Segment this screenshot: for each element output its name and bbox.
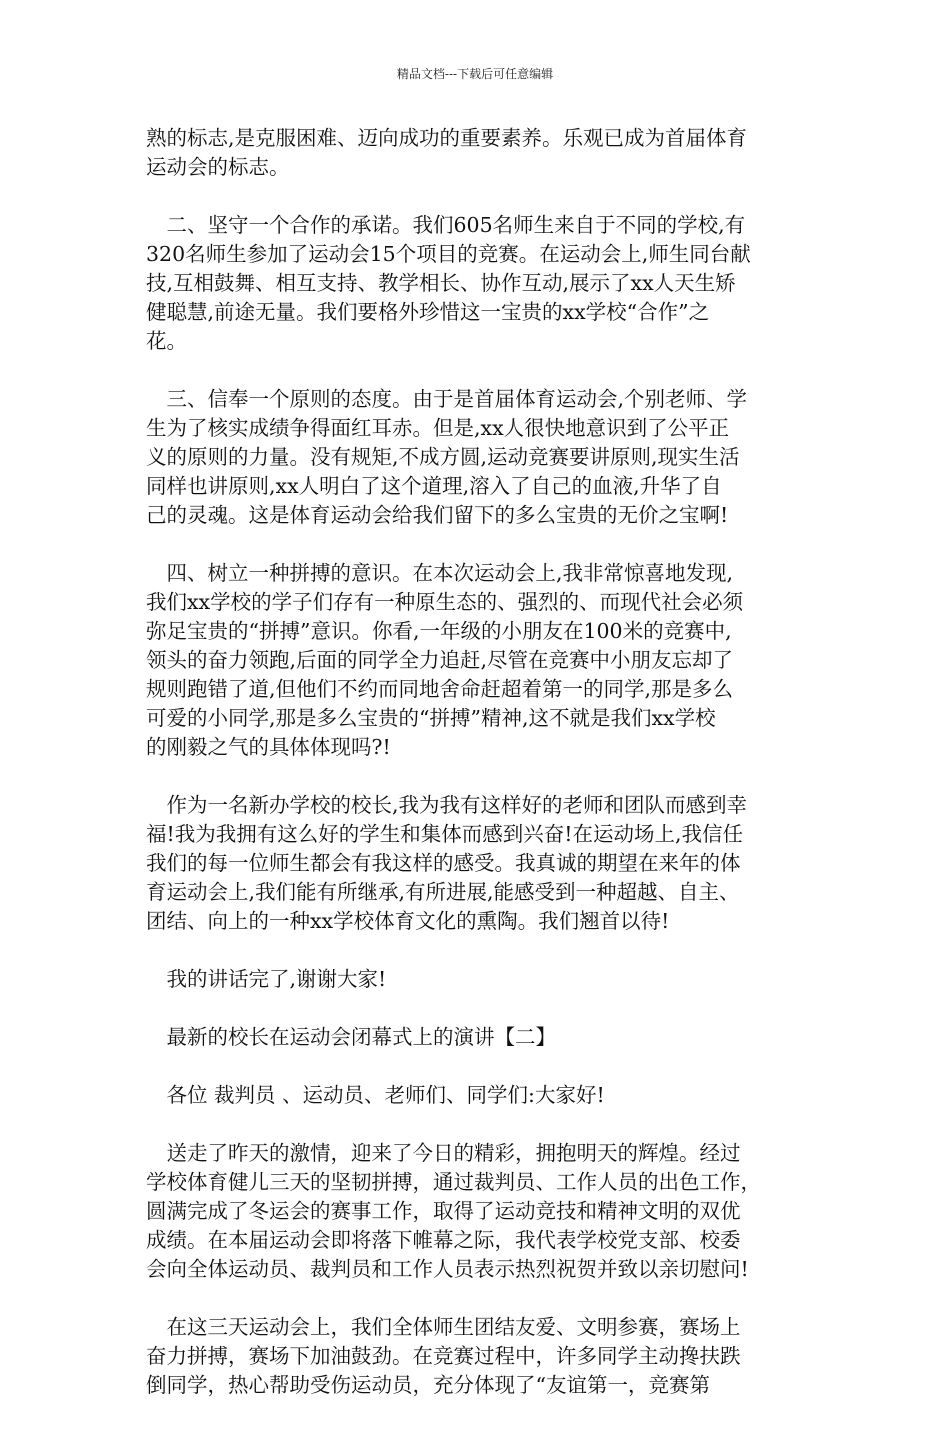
text-line: 领头的奋力领跑,后面的同学全力追赶,尽管在竞赛中小朋友忘却了 (146, 648, 734, 672)
paragraph (146, 385, 816, 530)
text-line: 在这三天运动会上，我们全体师生团结友爱、文明参赛，赛场上 (146, 1315, 741, 1339)
page-header: 精品文档---下载后可任意编辑 (396, 67, 554, 81)
text-line: 规则跑错了道,但他们不约而同地舍命赶超着第一的同学,那是多么 (146, 677, 734, 701)
paragraph (146, 965, 816, 994)
text-line: 健聪慧,前途无量。我们要格外珍惜这一宝贵的xx学校“合作”之 (146, 300, 710, 324)
document-body (146, 124, 816, 1429)
paragraph (146, 1313, 816, 1400)
paragraph (146, 791, 816, 936)
text-line: 生为了核实成绩争得面红耳赤。但是,xx人很快地意识到了公平正 (146, 416, 730, 440)
text-line: 320名师生参加了运动会15个项目的竞赛。在运动会上,师生同台献 (146, 242, 751, 266)
text-line: 最新的校长在运动会闭幕式上的演讲【二】 (146, 1025, 556, 1049)
text-line: 弥足宝贵的“拼搏”意识。你看,一年级的小朋友在100米的竞赛中, (146, 619, 732, 643)
paragraph (146, 1081, 816, 1110)
text-line: 同样也讲原则,xx人明白了这个道理,溶入了自己的血液,升华了自 (146, 474, 722, 498)
paragraph (146, 1023, 816, 1052)
paragraph (146, 124, 816, 182)
text-line: 育运动会上,我们能有所继承,有所进展,能感受到一种超越、自主、 (146, 880, 740, 904)
text-line: 花。 (146, 329, 187, 353)
text-line: 送走了昨天的激情，迎来了今日的精彩，拥抱明天的辉煌。经过 (146, 1141, 741, 1165)
text-line: 成绩。在本届运动会即将落下帷幕之际，我代表学校党支部、校委 (146, 1228, 741, 1252)
text-line: 熟的标志,是克服困难、迈向成功的重要素养。乐观已成为首届体育 (146, 126, 748, 150)
text-line: 的刚毅之气的具体体现吗?! (146, 735, 391, 759)
text-line: 运动会的标志。 (146, 155, 290, 179)
text-line: 作为一名新办学校的校长,我为我有这样好的老师和团队而感到幸 (146, 793, 748, 817)
paragraph (146, 211, 816, 356)
text-line: 四、树立一种拼搏的意识。在本次运动会上,我非常惊喜地发现, (146, 561, 734, 585)
text-line: 义的原则的力量。没有规矩,不成方圆,运动竞赛要讲原则,现实生活 (146, 445, 740, 469)
text-line: 可爱的小同学,那是多么宝贵的“拼搏”精神,这不就是我们xx学校 (146, 706, 716, 730)
text-line: 三、信奉一个原则的态度。由于是首届体育运动会,个别老师、学 (146, 387, 748, 411)
text-line: 二、坚守一个合作的承诺。我们605名师生来自于不同的学校,有 (146, 213, 746, 237)
text-line: 学校体育健儿三天的坚韧拼搏，通过裁判员、工作人员的出色工作， (146, 1170, 761, 1194)
text-line: 团结、向上的一种xx学校体育文化的熏陶。我们翘首以待! (146, 909, 670, 933)
text-line: 福!我为我拥有这么好的学生和集体而感到兴奋!在运动场上,我信任 (146, 822, 743, 846)
text-line: 我们的每一位师生都会有我这样的感受。我真诚的期望在来年的体 (146, 851, 741, 875)
text-line: 己的灵魂。这是体育运动会给我们留下的多么宝贵的无价之宝啊! (146, 503, 729, 527)
paragraph (146, 559, 816, 762)
text-line: 会向全体运动员、裁判员和工作人员表示热烈祝贺并致以亲切慰问! (146, 1257, 749, 1281)
text-line: 技,互相鼓舞、相互支持、教学相长、协作互动,展示了xx人天生矫 (146, 271, 736, 295)
text-line: 各位 裁判员 、运动员、老师们、同学们:大家好! (146, 1083, 605, 1107)
text-line: 我的讲话完了,谢谢大家! (146, 967, 387, 991)
text-line: 奋力拼搏，赛场下加油鼓劲。在竞赛过程中，许多同学主动搀扶跌 (146, 1344, 741, 1368)
paragraph (146, 1139, 816, 1284)
text-line: 倒同学，热心帮助受伤运动员，充分体现了“友谊第一，竞赛第 (146, 1373, 710, 1397)
text-line: 圆满完成了冬运会的赛事工作，取得了运动竞技和精神文明的双优 (146, 1199, 741, 1223)
text-line: 我们xx学校的学子们存有一种原生态的、强烈的、而现代社会必须 (146, 590, 744, 614)
